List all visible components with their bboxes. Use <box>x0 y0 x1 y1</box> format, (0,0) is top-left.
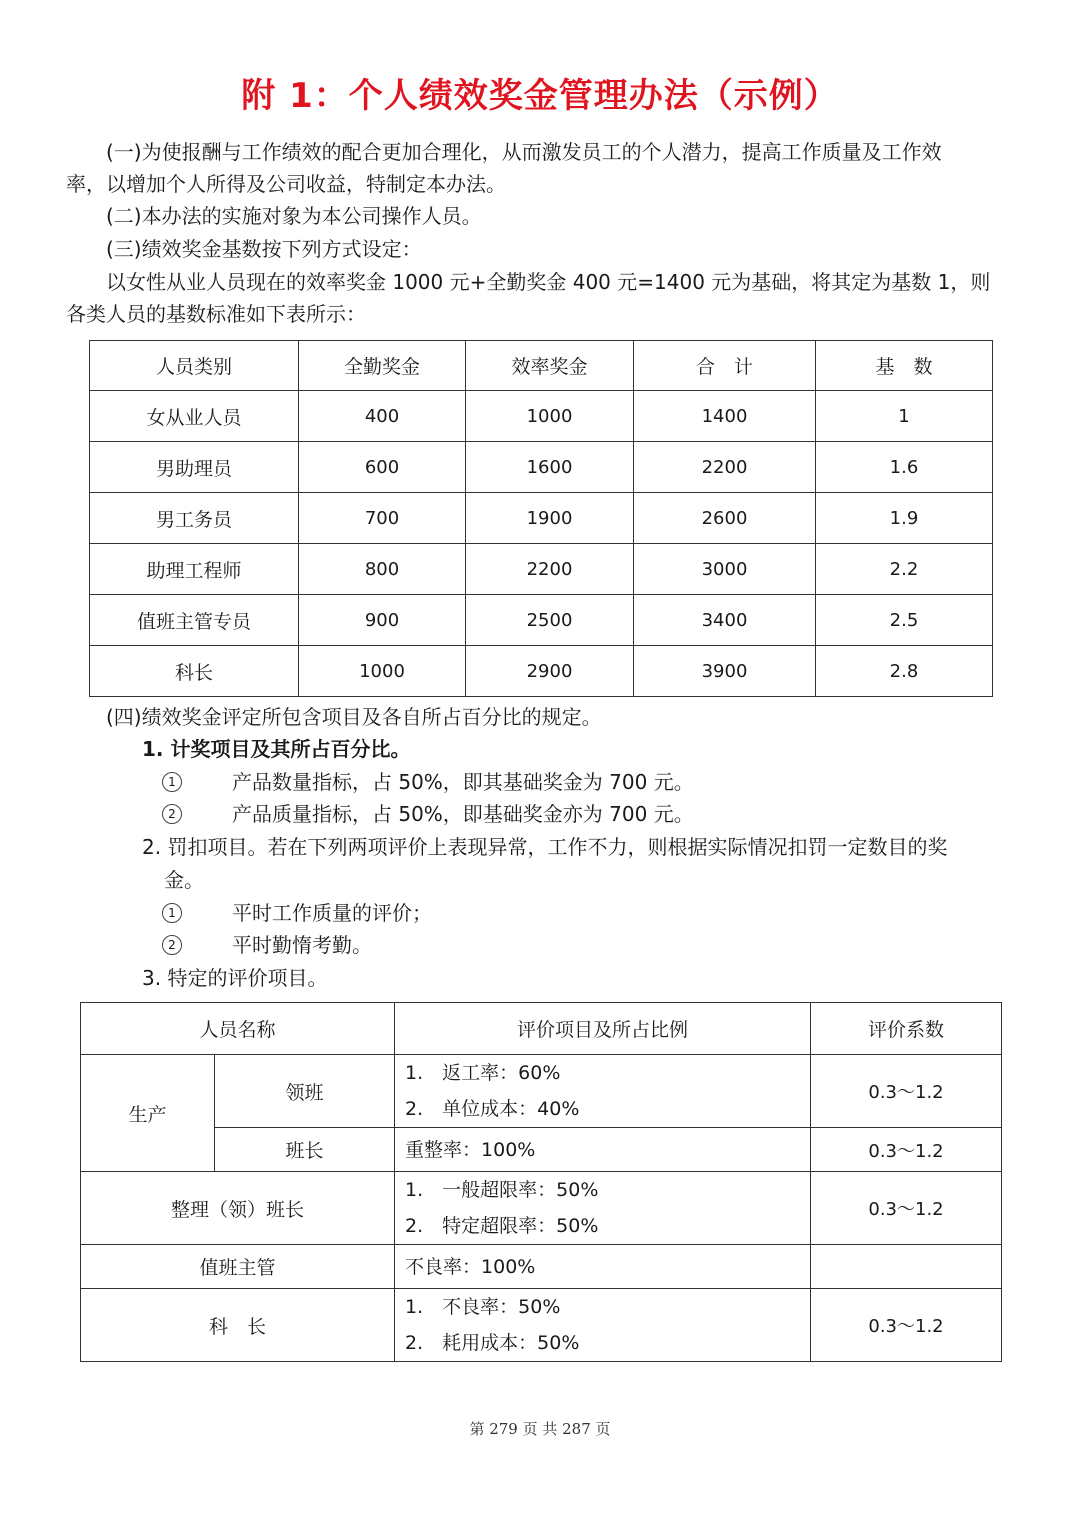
table-cell: 1600 <box>466 442 634 493</box>
criteria-cell: 不良率：100% <box>395 1245 811 1289</box>
table-cell: 2500 <box>466 595 634 646</box>
list-item-text: 平时勤惰考勤。 <box>232 933 372 957</box>
table-cell: 2900 <box>466 646 634 697</box>
table-row <box>81 1172 1002 1245</box>
table-cell: 2.2 <box>816 544 993 595</box>
para-3: (三)绩效奖金基数按下列方式设定： <box>106 237 422 261</box>
list-item <box>162 929 182 961</box>
table-row <box>81 1055 1002 1128</box>
table-cell: 1.6 <box>816 442 993 493</box>
role-cell: 值班主管 <box>81 1245 395 1289</box>
criteria-line: 2. 耗用成本：50% <box>405 1332 580 1354</box>
table-row <box>81 1289 1002 1362</box>
table-cell: 值班主管专员 <box>90 595 299 646</box>
page-title: 附 1：个人绩效奖金管理办法（示例） <box>241 76 839 116</box>
table-row <box>90 493 993 544</box>
item-1-title: 1. 计奖项目及其所占百分比。 <box>142 737 411 761</box>
criteria-cell: 重整率：100% <box>395 1128 811 1172</box>
table-cell: 科长 <box>90 646 299 697</box>
para-1-line-2: 率，以增加个人所得及公司收益，特制定本办法。 <box>66 172 506 196</box>
circled-number: 2 <box>162 804 182 824</box>
table-cell: 3900 <box>634 646 816 697</box>
bonus-base-table <box>89 340 993 697</box>
table-cell: 助理工程师 <box>90 544 299 595</box>
list-item <box>162 897 182 929</box>
criteria-cell <box>395 1172 811 1245</box>
role-cell: 整理（领）班长 <box>81 1172 395 1245</box>
table-cell: 2.5 <box>816 595 993 646</box>
table-row <box>90 442 993 493</box>
table-row <box>90 595 993 646</box>
table-row <box>90 646 993 697</box>
table-cell: 2600 <box>634 493 816 544</box>
table-cell: 3400 <box>634 595 816 646</box>
list-item <box>162 766 182 798</box>
table-cell: 2200 <box>466 544 634 595</box>
table-header: 基 数 <box>816 341 993 391</box>
table-cell: 2.8 <box>816 646 993 697</box>
table-header: 评价系数 <box>811 1003 1002 1055</box>
page-footer: 第 279 页 共 287 页 <box>469 1420 611 1438</box>
table-cell: 2200 <box>634 442 816 493</box>
circled-number: 2 <box>162 935 182 955</box>
table-cell: 400 <box>299 391 466 442</box>
coef-cell: 0.3～1.2 <box>811 1055 1002 1128</box>
table-header: 人员类别 <box>90 341 299 391</box>
circled-number: 1 <box>162 903 182 923</box>
para-1-line-1: (一)为使报酬与工作绩效的配合更加合理化，从而激发员工的个人潜力，提高工作质量及工作效 <box>106 140 942 164</box>
table-cell: 1.9 <box>816 493 993 544</box>
table-cell: 男工务员 <box>90 493 299 544</box>
list-item-text: 产品质量指标，占 50%，即基础奖金亦为 700 元。 <box>232 802 694 826</box>
table-row <box>81 1245 1002 1289</box>
criteria-line: 2. 特定超限率：50% <box>405 1215 599 1237</box>
item-3-title: 3. 特定的评价项目。 <box>142 966 328 990</box>
evaluation-table <box>80 1002 1002 1362</box>
circled-number: 1 <box>162 772 182 792</box>
criteria-cell <box>395 1289 811 1362</box>
table-cell: 3000 <box>634 544 816 595</box>
criteria-line: 1. 返工率：60% <box>405 1062 561 1084</box>
table-cell: 1900 <box>466 493 634 544</box>
para-4-line-2: 各类人员的基数标准如下表所示： <box>66 302 366 326</box>
table-header: 评价项目及所占比例 <box>395 1003 811 1055</box>
coef-cell: 0.3～1.2 <box>811 1289 1002 1362</box>
table-cell: 800 <box>299 544 466 595</box>
table-cell: 男助理员 <box>90 442 299 493</box>
table-cell: 女从业人员 <box>90 391 299 442</box>
role-cell: 领班 <box>215 1055 395 1128</box>
table-header: 合 计 <box>634 341 816 391</box>
item-2-title-line-1: 2. 罚扣项目。若在下列两项评价上表现异常，工作不力，则根据实际情况扣罚一定数目的奖 <box>142 835 948 859</box>
para-4-line-1: 以女性从业人员现在的效率奖金 1000 元+全勤奖金 400 元=1400 元为基础，将其定为基数 1，则 <box>106 270 991 294</box>
table-header: 效率奖金 <box>466 341 634 391</box>
table-row <box>90 544 993 595</box>
coef-cell <box>811 1245 1002 1289</box>
role-cell: 科 长 <box>81 1289 395 1362</box>
coef-cell: 0.3～1.2 <box>811 1128 1002 1172</box>
table-cell: 1400 <box>634 391 816 442</box>
table-header: 人员名称 <box>81 1003 395 1055</box>
list-item-text: 平时工作质量的评价； <box>232 901 432 925</box>
production-cell: 生产 <box>81 1055 215 1172</box>
list-item-text: 产品数量指标，占 50%，即其基础奖金为 700 元。 <box>232 770 694 794</box>
table-cell: 1000 <box>466 391 634 442</box>
table-cell: 700 <box>299 493 466 544</box>
table-cell: 1000 <box>299 646 466 697</box>
section-4: (四)绩效奖金评定所包含项目及各自所占百分比的规定。 <box>106 705 602 729</box>
criteria-line: 1. 一般超限率：50% <box>405 1179 599 1201</box>
table-cell: 1 <box>816 391 993 442</box>
table-cell: 600 <box>299 442 466 493</box>
para-2: (二)本办法的实施对象为本公司操作人员。 <box>106 204 482 228</box>
table-row <box>90 391 993 442</box>
coef-cell: 0.3～1.2 <box>811 1172 1002 1245</box>
criteria-cell <box>395 1055 811 1128</box>
role-cell: 班长 <box>215 1128 395 1172</box>
table-row <box>81 1128 1002 1172</box>
item-2-title-line-2: 金。 <box>164 868 204 892</box>
criteria-line: 1. 不良率：50% <box>405 1296 561 1318</box>
table-header-row <box>81 1003 1002 1055</box>
table-header-row <box>90 341 993 391</box>
criteria-line: 2. 单位成本：40% <box>405 1098 580 1120</box>
table-header: 全勤奖金 <box>299 341 466 391</box>
table-cell: 900 <box>299 595 466 646</box>
list-item <box>162 798 182 830</box>
